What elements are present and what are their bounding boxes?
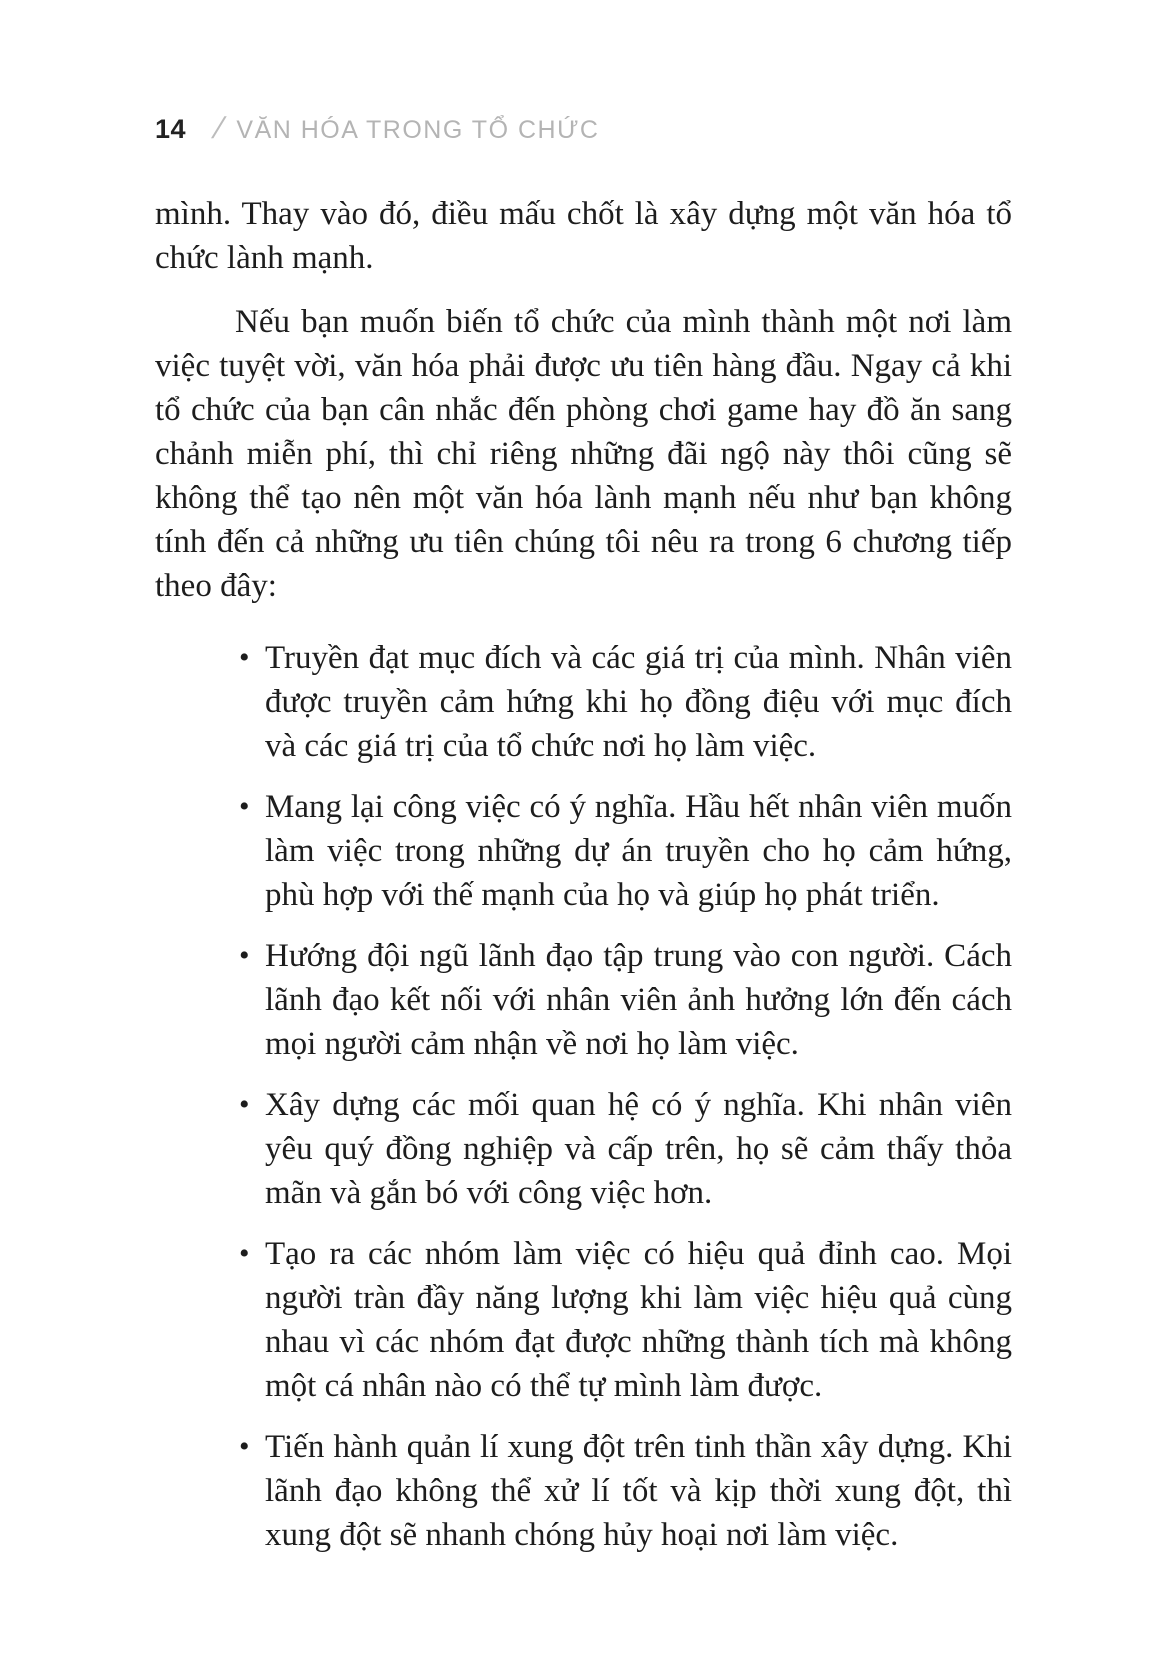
- page-number: 14: [155, 114, 187, 144]
- running-title: VĂN HÓA TRONG TỔ CHỨC: [236, 116, 600, 144]
- priority-bullet-list: [155, 636, 1012, 1557]
- list-item: [155, 1083, 1012, 1215]
- header-slash-separator: /: [211, 112, 225, 145]
- list-item-text: Mang lại công việc có ý nghĩa. Hầu hết nhân viên muốn làm việc trong những dự án truyền cho họ cảm hứng, phù hợp với thế mạnh của họ và giúp họ phát triển.: [265, 789, 1012, 913]
- list-item: [155, 636, 1012, 768]
- bullet-icon: •: [239, 790, 250, 823]
- body-text: [155, 192, 1012, 1557]
- running-head: [155, 112, 1012, 146]
- bullet-icon: •: [239, 939, 250, 972]
- list-item-text: Truyền đạt mục đích và các giá trị của mình. Nhân viên được truyền cảm hứng khi họ đồng điệu với mục đích và các giá trị của tổ chức nơi họ làm việc.: [265, 640, 1012, 764]
- list-item: [155, 785, 1012, 917]
- list-item: [155, 1232, 1012, 1408]
- bullet-icon: •: [239, 1237, 250, 1270]
- list-item-text: Tiến hành quản lí xung đột trên tinh thần xây dựng. Khi lãnh đạo không thể xử lí tốt và kịp thời xung đột, thì xung đột sẽ nhanh chóng hủy hoại nơi làm việc.: [265, 1429, 1012, 1553]
- list-item: [155, 1425, 1012, 1557]
- list-item-text: Hướng đội ngũ lãnh đạo tập trung vào con người. Cách lãnh đạo kết nối với nhân viên ảnh hưởng lớn đến cách mọi người cảm nhận về nơi họ làm việc.: [265, 938, 1012, 1062]
- bullet-icon: •: [239, 1430, 250, 1463]
- list-item: [155, 934, 1012, 1066]
- paragraph-intro: Nếu bạn muốn biến tổ chức của mình thành một nơi làm việc tuyệt vời, văn hóa phải được ưu tiên hàng đầu. Ngay cả khi tổ chức của bạn cân nhắc đến phòng chơi game hay đồ ăn sang chảnh miễn phí, thì chỉ riêng những đãi ngộ này thôi cũng sẽ không thể tạo nên một văn hóa lành mạnh nếu như bạn không tính đến cả những ưu tiên chúng tôi nêu ra trong 6 chương tiếp theo đây:: [155, 304, 1012, 604]
- list-item-text: Xây dựng các mối quan hệ có ý nghĩa. Khi nhân viên yêu quý đồng nghiệp và cấp trên, họ sẽ cảm thấy thỏa mãn và gắn bó với công việc hơn.: [265, 1087, 1012, 1211]
- list-item-text: Tạo ra các nhóm làm việc có hiệu quả đỉnh cao. Mọi người tràn đầy năng lượng khi làm việc hiệu quả cùng nhau vì các nhóm đạt được những thành tích mà không một cá nhân nào có thể tự mình làm được.: [265, 1236, 1012, 1404]
- paragraph-continuation: mình. Thay vào đó, điều mấu chốt là xây dựng một văn hóa tổ chức lành mạnh.: [155, 196, 1012, 276]
- bullet-icon: •: [239, 641, 250, 674]
- bullet-icon: •: [239, 1088, 250, 1121]
